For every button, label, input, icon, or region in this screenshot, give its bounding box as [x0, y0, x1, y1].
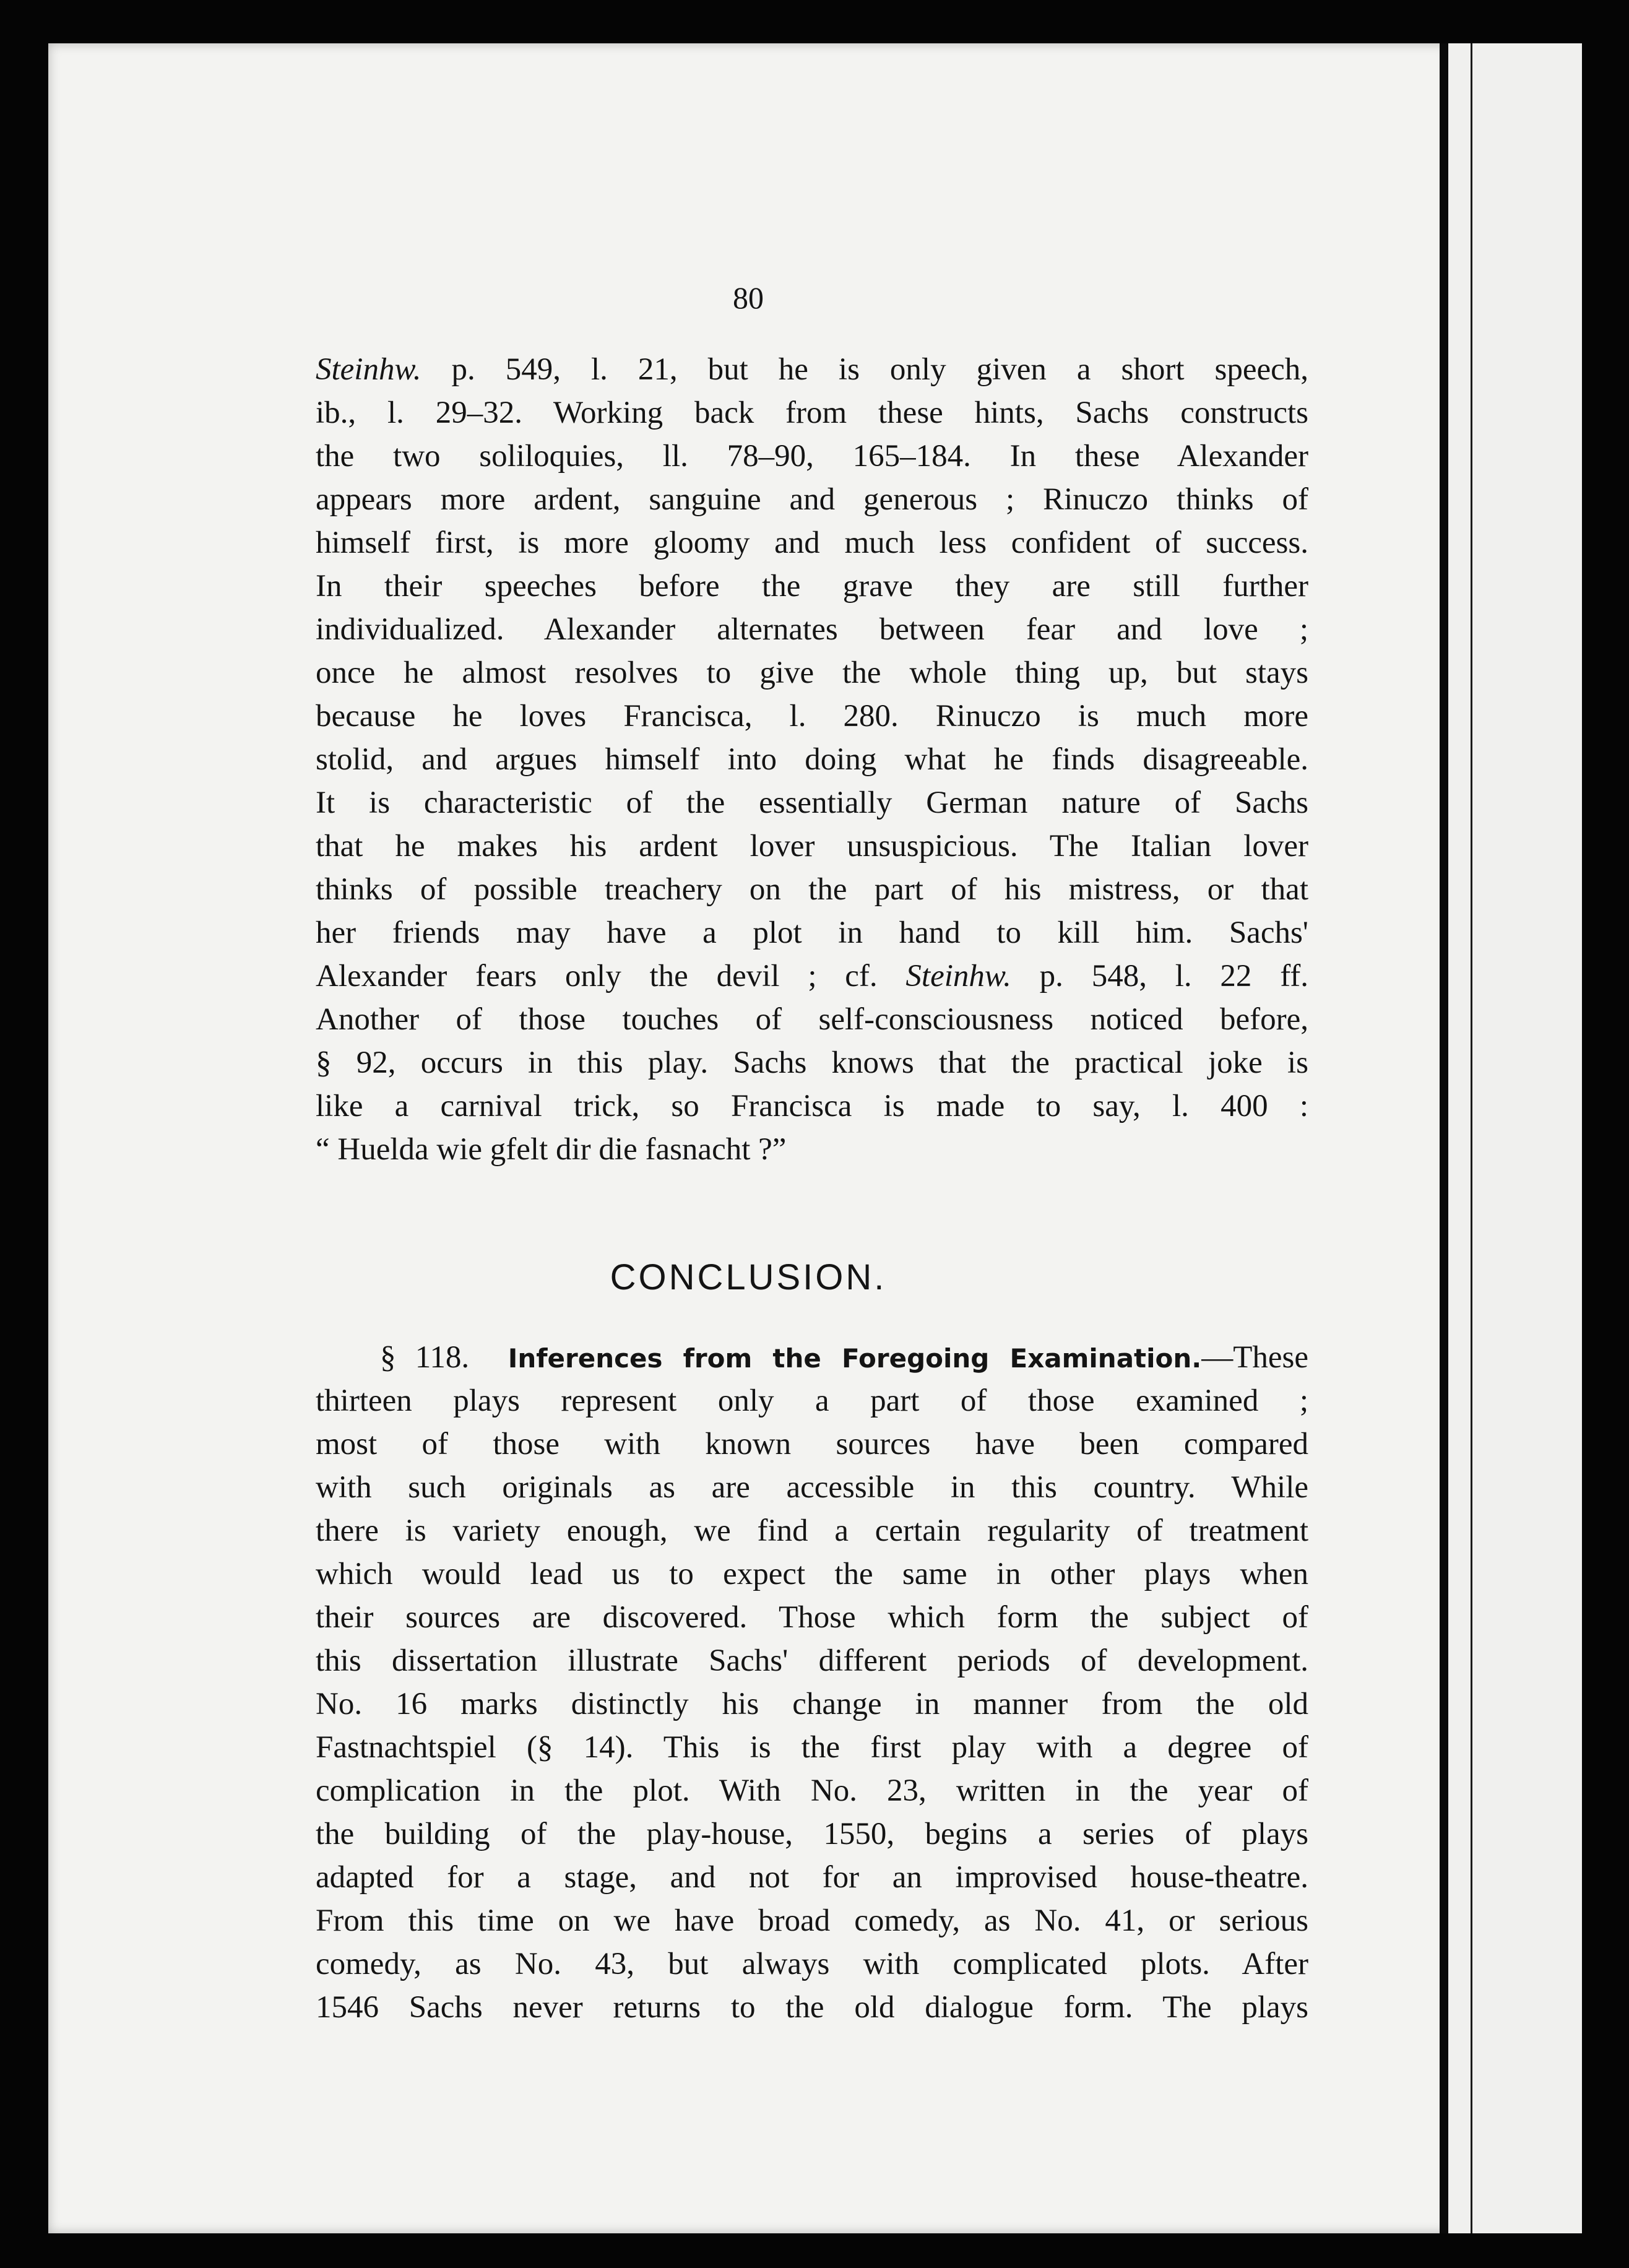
section-mark: § 11	[380, 1340, 446, 1375]
line-text: himself first, is more gloomy and much less confident of success.	[316, 526, 1308, 560]
text-line	[316, 565, 1308, 608]
line-text: the two soliloquies, ll. 78–90, 165–184. In these Alexander	[316, 439, 1308, 474]
line-text: Another of those touches of self-consciousness noticed before,	[316, 1002, 1308, 1037]
text-line: adapted for a stage, and not for an improvised house-theatre.	[316, 1860, 1308, 1895]
line-text: because he loves Francisca, l. 280. Rinuczo is much more	[316, 699, 1308, 734]
text-line	[316, 868, 1308, 911]
paragraph-lines	[316, 1379, 1308, 2029]
text-line	[316, 435, 1308, 478]
line-text: p. 549, l. 21, but he is only given a short speech,	[421, 352, 1308, 387]
text-line	[316, 911, 1308, 954]
text-line: thirteen plays represent only a part of those examined ;	[316, 1383, 1308, 1418]
line-text: It is characteristic of the essentially German nature of Sachs	[316, 786, 1308, 820]
text-line: complication in the plot. With No. 23, written in the year of	[316, 1773, 1308, 1808]
text-line	[316, 651, 1308, 695]
text-line: there is variety enough, we find a certain regularity of treatment	[316, 1513, 1308, 1548]
line-text: appears more ardent, sanguine and generous ; Rinuczo thinks of	[316, 482, 1308, 517]
text-line: which would lead us to expect the same in other plays when	[316, 1557, 1308, 1591]
text-line: comedy, as No. 43, but always with complicated plots. After	[316, 1947, 1308, 1981]
text-line: most of those with known sources have been compared	[316, 1427, 1308, 1461]
document-page	[48, 43, 1448, 2233]
line-text: In their speeches before the grave they are still further	[316, 569, 1308, 604]
line-text: ib., l. 29–32. Working back from these hints, Sachs constructs	[316, 396, 1308, 430]
text-line	[316, 391, 1308, 435]
paragraph-continued	[316, 348, 1308, 1171]
section-title: Inferences from the Foregoing Examination.	[508, 1343, 1202, 1374]
text-line	[316, 608, 1308, 651]
line-text: thinks of possible treachery on the part of his mistress, or that	[316, 872, 1308, 907]
text-line	[316, 695, 1308, 738]
page-number: 80	[733, 280, 764, 315]
line-text: stolid, and argues himself into doing what he finds disagreeable.	[316, 742, 1308, 777]
text-line	[316, 998, 1308, 1041]
italic-citation: Steinhw.	[905, 959, 1011, 993]
section-heading: CONCLUSION.	[610, 1257, 887, 1297]
section-number-tail: 8.	[445, 1340, 470, 1375]
text-line: 1546 Sachs never returns to the old dialogue form. The plays	[316, 1990, 1308, 2025]
line-text: Alexander fears only the devil ; cf.	[316, 959, 906, 993]
text-line: Fastnachtspiel (§ 14). This is the first play with a degree of	[316, 1730, 1308, 1765]
text-line	[316, 954, 1308, 998]
text-line: with such originals as are accessible in this country. While	[316, 1470, 1308, 1505]
text-line: this dissertation illustrate Sachs' different periods of development.	[316, 1643, 1308, 1678]
text-line	[316, 1128, 1308, 1171]
paragraph-conclusion	[316, 1336, 1308, 2029]
paragraph-first-line	[316, 1336, 1308, 1379]
line-text: § 92, occurs in this play. Sachs knows that the practical joke is	[316, 1045, 1308, 1080]
line-text: her friends may have a plot in hand to kill him. Sachs'	[316, 915, 1308, 950]
italic-citation: Steinhw.	[316, 352, 421, 387]
text-line	[316, 738, 1308, 781]
text-line	[316, 1041, 1308, 1084]
line-text: p. 548, l. 22 ff.	[1011, 959, 1308, 993]
text-line: From this time on we have broad comedy, as No. 41, or serious	[316, 1903, 1308, 1938]
line-text: that he makes his ardent lover unsuspicious. The Italian lover	[316, 829, 1308, 863]
line-text: once he almost resolves to give the whole thing up, but stays	[316, 656, 1308, 690]
text-line	[316, 1084, 1308, 1128]
text-line: the building of the play-house, 1550, begins a series of plays	[316, 1817, 1308, 1851]
text-line	[316, 348, 1308, 391]
text-line	[316, 781, 1308, 825]
facing-page-edge	[1448, 43, 1582, 2233]
line-text: like a carnival trick, so Francisca is made to say, l. 400 :	[316, 1089, 1308, 1123]
line-text: “ Huelda wie gfelt dir die fasnacht ?”	[316, 1132, 787, 1167]
text-line: their sources are discovered. Those which form the subject of	[316, 1600, 1308, 1635]
text-line	[316, 478, 1308, 521]
first-line-rest: —These	[1201, 1340, 1308, 1375]
text-line: No. 16 marks distinctly his change in manner from the old	[316, 1687, 1308, 1721]
facing-page-rule	[1471, 43, 1472, 2233]
line-text: individualized. Alexander alternates between fear and love ;	[316, 612, 1308, 647]
text-line	[316, 521, 1308, 565]
page-gutter	[1440, 43, 1448, 2233]
text-line	[316, 825, 1308, 868]
